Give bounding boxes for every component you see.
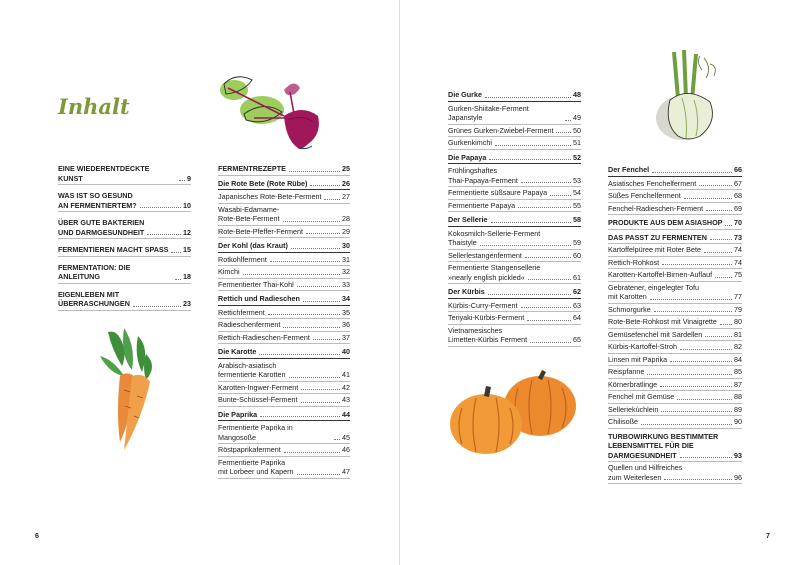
- leader-dots: [485, 97, 571, 98]
- toc-entry: [218, 267, 350, 279]
- leader-dots: [715, 277, 732, 278]
- toc-entry-title: Kartoffelpüree mit Roter Bete: [608, 245, 701, 254]
- leader-dots: [289, 377, 340, 378]
- toc-entry-title: FERMENTIEREN MACHT SPASS: [58, 245, 169, 254]
- toc-page-number: 81: [734, 329, 742, 339]
- toc-entry: [218, 241, 350, 253]
- toc-entry: [218, 255, 350, 267]
- toc-entry: [608, 355, 742, 367]
- toc-entry-title: Fermentierte süßsaure Papaya: [448, 188, 548, 197]
- toc-entry-title: Rotkohlferment: [218, 254, 267, 264]
- toc-page-number: 51: [573, 138, 581, 147]
- toc-entry: [218, 179, 350, 191]
- toc-entry: [218, 205, 350, 226]
- toc-page-number: 70: [734, 218, 742, 227]
- toc-entry: [448, 287, 581, 299]
- leader-dots: [661, 411, 732, 412]
- toc-page-number: 18: [183, 272, 191, 281]
- toc-entry-title: Rettich und Radieschen: [218, 294, 300, 303]
- leader-dots: [699, 185, 732, 186]
- toc-entry-title: Süßes Fenchelferment: [608, 191, 681, 200]
- leader-dots: [650, 299, 732, 300]
- leader-dots: [680, 349, 732, 350]
- leader-dots: [260, 416, 340, 417]
- toc-page-number: 58: [573, 215, 581, 224]
- toc-page-number: 73: [734, 232, 742, 242]
- leader-dots: [268, 314, 340, 315]
- page-number-left: 6: [35, 533, 39, 540]
- leader-dots: [283, 221, 340, 222]
- leader-dots: [710, 239, 732, 240]
- toc-entry-title: Grünes Gurken-Zwiebel-Ferment: [448, 125, 554, 135]
- toc-entry: [608, 165, 742, 177]
- toc-entry-title: Der Sellerie: [448, 215, 488, 224]
- toc-entry-title: Rettichferment: [218, 307, 265, 317]
- toc-entry: [58, 191, 191, 212]
- toc-entry-title: Körnerbratlinge: [608, 379, 658, 389]
- toc-page-number: 37: [342, 332, 350, 342]
- toc-entry-title: Die Papaya: [448, 152, 487, 162]
- leader-dots: [303, 301, 340, 302]
- leader-dots: [641, 424, 732, 425]
- toc-page-number: 49: [573, 113, 581, 122]
- leader-dots: [306, 233, 340, 234]
- leader-dots: [521, 307, 572, 308]
- right-page: [400, 0, 800, 565]
- leader-dots: [550, 195, 571, 196]
- toc-page-number: 60: [573, 250, 581, 260]
- toc-page-number: 47: [342, 467, 350, 476]
- leader-dots: [647, 374, 732, 375]
- toc-entry: [608, 270, 742, 282]
- toc-entry: [218, 423, 350, 444]
- toc-entry-title: DARMGESUNDHEIT: [608, 450, 677, 460]
- leader-dots: [284, 452, 340, 453]
- leader-dots: [270, 261, 340, 262]
- toc-entry: [608, 179, 742, 191]
- toc-entry-title: Chilisoße: [608, 417, 638, 426]
- toc-page-number: 62: [573, 287, 581, 296]
- toc-entry-title: Sellerlestangenferment: [448, 250, 522, 260]
- toc-entry-title: Fenchel mit Gemüse: [608, 392, 675, 401]
- toc-entry: [608, 330, 742, 342]
- leader-dots: [495, 145, 571, 146]
- leader-dots: [175, 279, 181, 280]
- toc-entry-title: DAS PASST ZU FERMENTEN: [608, 232, 707, 242]
- toc-entry: [608, 204, 742, 216]
- toc-entry: [218, 280, 350, 292]
- toc-page-number: 64: [573, 313, 581, 322]
- toc-entry-title: Limetten-Kürbis Ferment: [448, 335, 528, 344]
- toc-entry-title: Der Fenchel: [608, 165, 650, 174]
- toc-entry: [218, 308, 350, 320]
- toc-page-number: 52: [573, 152, 581, 162]
- toc-entry-title: Die Gurke: [448, 90, 482, 99]
- toc-entry: [608, 380, 742, 392]
- toc-page-number: 75: [734, 270, 742, 279]
- toc-page-number: 85: [734, 367, 742, 376]
- toc-page-number: 74: [734, 257, 742, 267]
- toc-entry: [448, 251, 581, 263]
- toc-recipes-column-2: [448, 90, 581, 348]
- leader-dots: [291, 248, 340, 249]
- leader-dots: [528, 279, 571, 280]
- toc-entry-title: Rote-Bete-Ferment: [218, 214, 280, 223]
- toc-entry-title: fermentierte Karotten: [218, 370, 286, 379]
- toc-entry-title: FERMENTATION: DIE ANLEITUNG: [58, 262, 131, 281]
- toc-entry-title: Fenchel-Radieschen-Ferment: [608, 203, 704, 213]
- toc-entry-title: TURBOWIRKUNG BESTIMMTER: [608, 431, 719, 441]
- toc-entry-title: Fermentierte Paprika: [218, 457, 286, 467]
- leader-dots: [660, 386, 732, 387]
- toc-entry: [218, 410, 350, 422]
- leader-dots: [705, 336, 732, 337]
- toc-entry: [448, 301, 581, 313]
- leader-dots: [301, 389, 340, 390]
- toc-entry-title: Fermentierter Thai-Kohl: [218, 279, 294, 289]
- toc-entry: [218, 192, 350, 204]
- leader-dots: [324, 199, 340, 200]
- toc-entry-title: Kürbis-Curry-Ferment: [448, 300, 518, 310]
- toc-entry-title: Arabisch-asiatisch: [218, 360, 277, 370]
- toc-page-number: 46: [342, 445, 350, 454]
- leader-dots: [301, 402, 341, 403]
- fennel-illustration: [652, 48, 730, 144]
- toc-entry-title: Karotten-Ingwer-Ferment: [218, 382, 299, 392]
- leader-dots: [133, 306, 181, 307]
- toc-entry-title: PRODUKTE AUS DEM ASIASHOP: [608, 218, 723, 227]
- page-number-right: 7: [766, 533, 770, 540]
- toc-page-number: 54: [573, 188, 581, 197]
- toc-page-number: 89: [734, 404, 742, 414]
- toc-entry-title: WAS IST SO GESUND: [58, 191, 133, 200]
- leader-dots: [725, 225, 732, 226]
- toc-entry-title: Quellen und Hilfreiches: [608, 463, 683, 472]
- leader-dots: [259, 354, 340, 355]
- toc-page-number: 67: [734, 178, 742, 188]
- toc-entry-title: Bunte-Schüssel-Ferment: [218, 395, 298, 404]
- leader-dots: [171, 252, 181, 253]
- leader-dots: [530, 342, 571, 343]
- leader-dots: [147, 234, 181, 235]
- toc-entry-title: Linsen mit Paprika: [608, 354, 668, 364]
- toc-entry: [608, 417, 742, 429]
- toc-entry: [218, 347, 350, 359]
- toc-entry-title: mit Karotten: [608, 292, 647, 301]
- leader-dots: [521, 182, 571, 183]
- toc-entry-title: Der Kohl (das Kraut): [218, 241, 288, 250]
- toc-entry-title: Kürbis-Kartoffel-Stroh: [608, 342, 677, 351]
- toc-entry-title: Gurken-Shiitake-Ferment Japanstyle: [448, 103, 529, 122]
- leader-dots: [662, 264, 732, 265]
- toc-entry: [58, 290, 191, 311]
- leader-dots: [179, 180, 185, 181]
- leader-dots: [489, 159, 571, 160]
- toc-entry: [608, 405, 742, 417]
- toc-entry-title: Teriyaki-Kürbis-Ferment: [448, 313, 525, 322]
- toc-entry: [608, 218, 742, 230]
- toc-entry: [218, 333, 350, 345]
- leader-dots: [297, 286, 340, 287]
- toc-page-number: 27: [342, 192, 350, 201]
- toc-entry-title: Fermentierte Stangensellerie: [448, 263, 541, 272]
- leader-dots: [518, 207, 571, 208]
- toc-entry: [218, 164, 350, 176]
- leader-dots: [310, 185, 340, 186]
- toc-page-number: 43: [342, 395, 350, 404]
- leader-dots: [243, 274, 340, 275]
- toc-entry: [608, 432, 742, 463]
- toc-entry-title: Gemüsefenchel mit Sardellen: [608, 329, 703, 339]
- leader-dots: [706, 210, 732, 211]
- toc-entry-title: mit Lorbeer und Kapern: [218, 467, 294, 476]
- toc-page-number: 50: [573, 125, 581, 135]
- toc-entry-title: Der Kürbis: [448, 287, 485, 296]
- toc-entry: [218, 383, 350, 395]
- toc-entry: [448, 326, 581, 347]
- toc-page-number: 53: [573, 175, 581, 185]
- toc-entry: [608, 233, 742, 245]
- toc-page-number: 34: [342, 294, 350, 303]
- toc-page-number: 25: [342, 164, 350, 173]
- toc-entry-title: Thaistyle: [448, 238, 477, 247]
- toc-page-number: 29: [342, 226, 350, 236]
- leader-dots: [664, 479, 732, 480]
- leader-dots: [654, 311, 732, 312]
- leader-dots: [680, 457, 732, 458]
- toc-entry: [448, 215, 581, 227]
- toc-entry-title: Schmorgurke: [608, 304, 651, 314]
- toc-entry: [218, 320, 350, 332]
- toc-entry: [448, 104, 581, 125]
- toc-entry: [608, 367, 742, 379]
- leader-dots: [527, 320, 571, 321]
- toc-entry: [218, 227, 350, 239]
- toc-entry: [218, 294, 350, 306]
- leader-dots: [720, 324, 732, 325]
- leader-dots: [652, 172, 732, 173]
- toc-entry: [448, 126, 581, 138]
- leader-dots: [556, 132, 571, 133]
- leader-dots: [488, 294, 571, 295]
- toc-entry-title: Rettich-Radieschen-Ferment: [218, 332, 310, 342]
- toc-entry: [218, 395, 350, 407]
- toc-entry: [448, 166, 581, 187]
- toc-entry: [608, 463, 742, 484]
- toc-entry-title: Gurkenkimchi: [448, 138, 492, 147]
- toc-page-number: 10: [183, 200, 191, 210]
- toc-page-number: 77: [734, 292, 742, 301]
- toc-page-number: 42: [342, 382, 350, 392]
- toc-entry-title: Kokosmilch-Sellerie-Ferment: [448, 228, 541, 238]
- toc-entry: [58, 218, 191, 239]
- toc-entry: [58, 245, 191, 257]
- leader-dots: [670, 361, 732, 362]
- toc-page-number: 74: [734, 245, 742, 254]
- toc-entry-title: zum Weiterlesen: [608, 472, 662, 482]
- toc-entry-title: Die Paprika: [218, 409, 258, 419]
- toc-page-number: 69: [734, 203, 742, 213]
- toc-entry: [218, 458, 350, 479]
- toc-page-number: 30: [342, 241, 350, 250]
- toc-entry-title: Gebratener, eingelegter Tofu: [608, 282, 699, 292]
- toc-entry-title: EIGENLEBEN MIT: [58, 289, 120, 299]
- carrot-illustration: [98, 326, 166, 454]
- toc-entry-title: Wasabi-Edamame-: [218, 204, 280, 214]
- toc-entry-title: Japanisches Rote-Bete-Ferment: [218, 192, 322, 201]
- leader-dots: [677, 399, 732, 400]
- toc-entry-title: Radieschenferment: [218, 320, 281, 329]
- toc-page-number: 80: [734, 317, 742, 326]
- pumpkins-illustration: [446, 368, 582, 460]
- toc-entry-title: ÜBER GUTE BAKTERIEN: [58, 218, 145, 227]
- leader-dots: [525, 257, 571, 258]
- toc-page-number: 84: [734, 354, 742, 364]
- toc-entry-title: Thai-Papaya-Ferment: [448, 175, 518, 185]
- toc-entry: [608, 392, 742, 404]
- toc-page-number: 82: [734, 342, 742, 351]
- toc-page-number: 44: [342, 409, 350, 419]
- toc-page-number: 66: [734, 165, 742, 174]
- toc-entry: [608, 245, 742, 257]
- beetroot-illustration: [214, 70, 334, 152]
- toc-page-number: 15: [183, 245, 191, 254]
- toc-entry-title: Vietnamesisches: [448, 325, 503, 335]
- leader-dots: [684, 198, 732, 199]
- toc-entry: [448, 188, 581, 200]
- toc-entry: [448, 229, 581, 250]
- toc-entry: [58, 263, 191, 284]
- toc-entry-title: Reispfanne: [608, 367, 645, 376]
- toc-entry: [608, 317, 742, 329]
- toc-page-number: 9: [187, 173, 191, 183]
- toc-entry-title: Karotten-Kartoffel-Birnen-Auflauf: [608, 270, 713, 279]
- toc-page-number: 45: [342, 432, 350, 442]
- toc-page-number: 93: [734, 450, 742, 460]
- toc-page-number: 31: [342, 254, 350, 264]
- toc-entry-title: Rote-Bete-Pfeffer-Ferment: [218, 226, 303, 236]
- toc-entry: [218, 361, 350, 382]
- toc-entry: [608, 191, 742, 203]
- toc-entry-title: Rettich-Rohkost: [608, 257, 660, 267]
- leader-dots: [289, 171, 340, 172]
- toc-entry: [448, 90, 581, 102]
- toc-entry-title: Fermentierte Papaya: [448, 200, 516, 210]
- toc-page-number: 12: [183, 227, 191, 237]
- toc-page-number: 41: [342, 370, 350, 379]
- toc-entry-title: Frühlingshaftes: [448, 166, 498, 175]
- toc-entry-title: LEBENSMITTEL FÜR DIE: [608, 441, 694, 450]
- toc-entry: [448, 201, 581, 213]
- leader-dots: [480, 245, 571, 246]
- toc-intro-column: [58, 164, 191, 312]
- toc-page-number: 87: [734, 379, 742, 389]
- toc-page-number: 35: [342, 307, 350, 317]
- toc-page-number: 63: [573, 300, 581, 310]
- leader-dots: [313, 339, 340, 340]
- toc-entry: [58, 164, 191, 185]
- toc-page-number: 28: [342, 214, 350, 223]
- toc-entry-title: EINE WIEDERENTDECKTE KUNST: [58, 164, 150, 183]
- toc-entry-title: Selleriekùchlein: [608, 404, 659, 414]
- toc-entry-title: AN FERMENTIERTEM?: [58, 200, 137, 210]
- toc-entry: [448, 263, 581, 284]
- toc-entry: [218, 445, 350, 457]
- leader-dots: [565, 120, 571, 121]
- leader-dots: [704, 252, 732, 253]
- toc-entry-title: Röstpaprikaferment: [218, 445, 281, 454]
- toc-entry-title: Asiatisches Fenchelferment: [608, 178, 697, 188]
- toc-entry-title: »nearly english pickled«: [448, 272, 525, 282]
- toc-entry-title: UND DARMGESUNDHEIT: [58, 227, 145, 237]
- toc-page-number: 59: [573, 238, 581, 247]
- page-title: Inhalt: [58, 94, 130, 119]
- toc-recipes-column-1: [218, 164, 350, 480]
- toc-entry-title: Die Rote Bete (Rote Rübe): [218, 178, 308, 188]
- toc-page-number: 32: [342, 267, 350, 276]
- toc-page-number: 79: [734, 304, 742, 314]
- toc-entry: [448, 138, 581, 150]
- toc-page-number: 61: [573, 272, 581, 282]
- toc-recipes-column-3: [608, 165, 742, 485]
- toc-entry-title: Kimchi: [218, 267, 240, 276]
- toc-page-number: 68: [734, 191, 742, 200]
- toc-entry: [448, 153, 581, 165]
- toc-page-number: 33: [342, 279, 350, 289]
- leader-dots: [140, 207, 181, 208]
- toc-entry-title: ÜBERRASCHUNGEN: [58, 299, 130, 308]
- leader-dots: [491, 222, 571, 223]
- toc-page-number: 48: [573, 90, 581, 99]
- toc-entry-title: FERMENTREZEPTE: [218, 164, 286, 173]
- toc-entry: [608, 283, 742, 304]
- toc-entry-title: Rote-Bete-Rohkost mit Vinaigrette: [608, 317, 717, 326]
- toc-page-number: 26: [342, 178, 350, 188]
- toc-entry-title: Die Karotte: [218, 347, 257, 356]
- toc-page-number: 90: [734, 417, 742, 426]
- leader-dots: [297, 474, 340, 475]
- toc-page-number: 88: [734, 392, 742, 401]
- toc-page-number: 40: [342, 347, 350, 356]
- toc-entry: [608, 305, 742, 317]
- toc-page-number: 96: [734, 472, 742, 482]
- toc-entry: [608, 258, 742, 270]
- toc-entry: [448, 313, 581, 325]
- leader-dots: [334, 439, 340, 440]
- toc-page-number: 65: [573, 335, 581, 344]
- toc-page-number: 55: [573, 200, 581, 210]
- toc-entry-title: Fermentierte Paprika in Mangosoße: [218, 423, 293, 442]
- toc-entry: [608, 342, 742, 354]
- leader-dots: [283, 327, 340, 328]
- toc-page-number: 36: [342, 320, 350, 329]
- toc-page-number: 23: [183, 299, 191, 308]
